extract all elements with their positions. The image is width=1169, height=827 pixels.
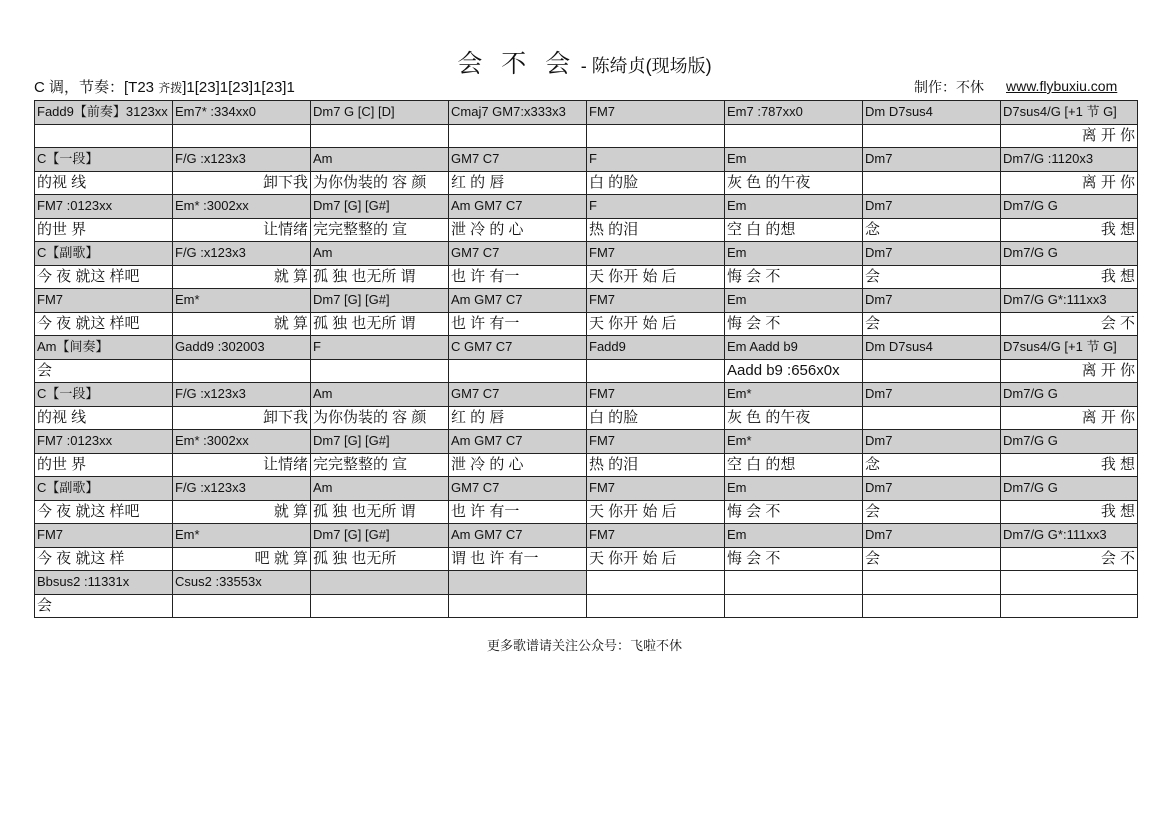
chord-cell: Dm7 — [863, 477, 1001, 501]
lyric-cell: 悔 会 不 — [725, 500, 863, 524]
lyric-cell — [587, 124, 725, 148]
lyric-cell — [449, 359, 587, 383]
artist-name: - 陈绮贞(现场版) — [580, 56, 712, 76]
lyric-cell: 白 的脸 — [587, 406, 725, 430]
chord-cell: Em7 :787xx0 — [725, 101, 863, 125]
lyric-cell — [587, 594, 725, 618]
lyric-row — [35, 171, 1138, 195]
chord-cell: FM7 — [587, 524, 725, 548]
lyric-cell: 完完整整的 宣 — [311, 218, 449, 242]
lyric-cell — [587, 359, 725, 383]
chord-cell: Dm7/G :1120x3 — [1001, 148, 1138, 172]
chord-cell: Dm7/G G — [1001, 195, 1138, 219]
lyric-cell: 的视 线 — [35, 171, 173, 195]
lyric-row — [35, 406, 1138, 430]
chord-cell: F/G :x123x3 — [173, 383, 311, 407]
lyric-cell: 我 想 — [1001, 453, 1138, 477]
lyric-cell: 空 白 的想 — [725, 453, 863, 477]
chord-row — [35, 148, 1138, 172]
chord-cell: Dm7 G [C] [D] — [311, 101, 449, 125]
chord-cell: Em — [725, 524, 863, 548]
lyric-cell — [863, 171, 1001, 195]
chord-cell: FM7 :0123xx — [35, 430, 173, 454]
chord-cell: Dm7 — [863, 430, 1001, 454]
chord-cell: Bbsus2 :11331x — [35, 571, 173, 595]
lyric-cell: 会 — [863, 547, 1001, 571]
lyric-cell: 的视 线 — [35, 406, 173, 430]
chord-cell: Dm7 [G] [G#] — [311, 524, 449, 548]
lyric-cell: 天 你开 始 后 — [587, 500, 725, 524]
lyric-cell: 天 你开 始 后 — [587, 547, 725, 571]
chord-cell: C【副歌】 — [35, 477, 173, 501]
lyric-row — [35, 453, 1138, 477]
chord-cell: Dm7/G G — [1001, 383, 1138, 407]
lyric-cell: 我 想 — [1001, 218, 1138, 242]
chord-cell: F — [311, 336, 449, 360]
lyric-cell: 会 — [35, 359, 173, 383]
chord-cell: Dm7 — [863, 195, 1001, 219]
footer-note: 更多歌谱请关注公众号：飞啦不休 — [486, 638, 682, 653]
chord-cell: FM7 — [587, 383, 725, 407]
lyric-cell: 也 许 有一 — [449, 312, 587, 336]
chord-row — [35, 571, 1138, 595]
chord-cell: Em — [725, 242, 863, 266]
chord-cell: FM7 — [587, 242, 725, 266]
chord-cell: Dm D7sus4 — [863, 101, 1001, 125]
lyric-row — [35, 547, 1138, 571]
key-text-b: 齐拨 — [158, 81, 183, 95]
chord-cell — [863, 571, 1001, 595]
lyric-row — [35, 218, 1138, 242]
lyric-cell: 会 不 — [1001, 547, 1138, 571]
chord-cell: FM7 — [587, 430, 725, 454]
chord-cell: C【一段】 — [35, 383, 173, 407]
chord-cell: Em* — [725, 383, 863, 407]
chord-row — [35, 336, 1138, 360]
chord-cell: Em — [725, 195, 863, 219]
lyric-cell — [863, 359, 1001, 383]
lyric-cell: 红 的 唇 — [449, 406, 587, 430]
chord-row — [35, 195, 1138, 219]
lyric-cell: 让情绪 — [173, 218, 311, 242]
chord-cell: D7sus4/G [+1 节 G] — [1001, 336, 1138, 360]
lyric-cell — [863, 594, 1001, 618]
chord-cell: Em* — [173, 524, 311, 548]
chord-cell — [311, 571, 449, 595]
song-name: 会 不 会 — [457, 50, 577, 78]
lyric-cell: 为你伪装的 容 颜 — [311, 406, 449, 430]
chord-cell: FM7 — [587, 289, 725, 313]
lyric-cell: 今 夜 就这 样 — [35, 547, 173, 571]
lyric-cell — [863, 124, 1001, 148]
chord-cell: Em* :3002xx — [173, 195, 311, 219]
chord-row — [35, 383, 1138, 407]
chord-cell: Gadd9 :302003 — [173, 336, 311, 360]
lyric-cell — [173, 359, 311, 383]
chord-cell: Dm7/G G — [1001, 242, 1138, 266]
chord-cell: F — [587, 195, 725, 219]
chord-cell: GM7 C7 — [449, 148, 587, 172]
chord-cell: Am — [311, 148, 449, 172]
lyric-cell: 离 开 你 — [1001, 124, 1138, 148]
chord-cell: Am — [311, 383, 449, 407]
lyric-cell: 让情绪 — [173, 453, 311, 477]
lyric-cell: 悔 会 不 — [725, 265, 863, 289]
chord-cell: F/G :x123x3 — [173, 148, 311, 172]
key-text-a: C 调，节奏：[T23 — [34, 79, 159, 96]
chord-cell — [587, 571, 725, 595]
chord-cell: Dm7 — [863, 383, 1001, 407]
chord-cell: C GM7 C7 — [449, 336, 587, 360]
chord-cell: Dm7 [G] [G#] — [311, 195, 449, 219]
lyric-cell — [173, 594, 311, 618]
lyric-cell: 会 — [863, 312, 1001, 336]
chord-cell: Dm7 [G] [G#] — [311, 289, 449, 313]
lyric-cell: 灰 色 的午夜 — [725, 406, 863, 430]
lyric-cell: 热 的泪 — [587, 453, 725, 477]
chord-cell: GM7 C7 — [449, 242, 587, 266]
chord-cell: Em — [725, 148, 863, 172]
lyric-cell: 念 — [863, 453, 1001, 477]
lyric-cell: 泄 冷 的 心 — [449, 218, 587, 242]
lyric-row — [35, 265, 1138, 289]
lyric-cell — [449, 124, 587, 148]
chord-cell: Am — [311, 477, 449, 501]
chord-cell: Dm7 — [863, 242, 1001, 266]
chord-cell: FM7 — [587, 101, 725, 125]
chord-cell: GM7 C7 — [449, 477, 587, 501]
lyric-cell — [863, 406, 1001, 430]
lyric-cell — [449, 594, 587, 618]
lyric-cell: 卸下我 — [173, 406, 311, 430]
chord-cell: C【副歌】 — [35, 242, 173, 266]
chord-cell: Am GM7 C7 — [449, 524, 587, 548]
lyric-cell: 会 — [863, 500, 1001, 524]
chord-cell: Dm7/G G — [1001, 430, 1138, 454]
lyric-cell: 悔 会 不 — [725, 547, 863, 571]
chord-cell: Csus2 :33553x — [173, 571, 311, 595]
lyric-cell: 也 许 有一 — [449, 265, 587, 289]
lyric-cell: 我 想 — [1001, 500, 1138, 524]
lyric-cell: 孤 独 也无所 谓 — [311, 312, 449, 336]
chord-cell: Am【间奏】 — [35, 336, 173, 360]
lyric-cell: 孤 独 也无所 谓 — [311, 265, 449, 289]
chord-cell: Dm7 — [863, 148, 1001, 172]
key-and-rhythm — [34, 76, 295, 97]
lyric-row — [35, 594, 1138, 618]
lyric-cell: 会 不 — [1001, 312, 1138, 336]
lyric-cell — [173, 124, 311, 148]
lyric-cell: 悔 会 不 — [725, 312, 863, 336]
chord-cell — [725, 571, 863, 595]
lyric-cell: 我 想 — [1001, 265, 1138, 289]
chord-row — [35, 477, 1138, 501]
chord-cell: FM7 — [587, 477, 725, 501]
lyric-row — [35, 500, 1138, 524]
lyric-cell: 灰 色 的午夜 — [725, 171, 863, 195]
lyric-cell — [725, 124, 863, 148]
lyric-cell: 今 夜 就这 样吧 — [35, 500, 173, 524]
lyric-cell — [1001, 594, 1138, 618]
chord-cell: Dm7/G G*:111xx3 — [1001, 289, 1138, 313]
lyric-cell — [311, 124, 449, 148]
chord-cell: Dm7 [G] [G#] — [311, 430, 449, 454]
lyric-cell: 就 算 — [173, 265, 311, 289]
chord-row — [35, 430, 1138, 454]
chord-cell: F/G :x123x3 — [173, 477, 311, 501]
lyric-cell: 孤 独 也无所 谓 — [311, 500, 449, 524]
lyric-cell: 空 白 的想 — [725, 218, 863, 242]
chord-cell: Em* — [173, 289, 311, 313]
chord-cell: D7sus4/G [+1 节 G] — [1001, 101, 1138, 125]
chord-row — [35, 242, 1138, 266]
chord-cell: Am GM7 C7 — [449, 430, 587, 454]
chord-cell: Em — [725, 289, 863, 313]
chord-cell: Fadd9 — [587, 336, 725, 360]
lyric-row — [35, 359, 1138, 383]
chord-cell: Am GM7 C7 — [449, 289, 587, 313]
lyric-row — [35, 124, 1138, 148]
lyric-cell: 就 算 — [173, 500, 311, 524]
maker-credit: 制作：不休 — [914, 79, 984, 95]
chord-cell: Dm D7sus4 — [863, 336, 1001, 360]
chord-cell — [449, 571, 587, 595]
chord-cell: Am GM7 C7 — [449, 195, 587, 219]
chord-cell: Dm7 — [863, 524, 1001, 548]
lyric-cell — [311, 359, 449, 383]
lyric-cell: 离 开 你 — [1001, 406, 1138, 430]
chord-cell: Am — [311, 242, 449, 266]
chord-cell — [1001, 571, 1138, 595]
lyric-cell: 吧 就 算 — [173, 547, 311, 571]
lyric-cell: 谓 也 许 有一 — [449, 547, 587, 571]
chord-cell: F — [587, 148, 725, 172]
chord-cell: FM7 — [35, 524, 173, 548]
lyric-cell: 会 — [35, 594, 173, 618]
lyric-cell: 会 — [863, 265, 1001, 289]
chord-row — [35, 289, 1138, 313]
lyric-cell: 今 夜 就这 样吧 — [35, 265, 173, 289]
lyric-cell — [35, 124, 173, 148]
chord-cell: FM7 :0123xx — [35, 195, 173, 219]
lyric-cell: 天 你开 始 后 — [587, 265, 725, 289]
chord-cell: Fadd9【前奏】3123xx — [35, 101, 173, 125]
chord-cell: Dm7/G G — [1001, 477, 1138, 501]
chord-cell: Em7* :334xx0 — [173, 101, 311, 125]
chord-cell: Dm7 — [863, 289, 1001, 313]
lyric-cell: 的世 界 — [35, 218, 173, 242]
song-title — [0, 44, 1169, 80]
lyric-cell: 红 的 唇 — [449, 171, 587, 195]
chord-row — [35, 101, 1138, 125]
chord-cell: Em — [725, 477, 863, 501]
chord-cell: GM7 C7 — [449, 383, 587, 407]
lyric-cell: 也 许 有一 — [449, 500, 587, 524]
lyric-cell: 天 你开 始 后 — [587, 312, 725, 336]
chord-cell: Em* — [725, 430, 863, 454]
lyric-cell: 念 — [863, 218, 1001, 242]
lyric-cell: 完完整整的 宣 — [311, 453, 449, 477]
lyric-cell: Aadd b9 :656x0x — [725, 359, 863, 383]
chord-cell: FM7 — [35, 289, 173, 313]
lyric-cell: 卸下我 — [173, 171, 311, 195]
lyric-cell: 就 算 — [173, 312, 311, 336]
chord-cell: Em* :3002xx — [173, 430, 311, 454]
lyric-cell: 白 的脸 — [587, 171, 725, 195]
key-text-c: ]1[23]1[23]1[23]1 — [182, 79, 295, 96]
chord-cell: F/G :x123x3 — [173, 242, 311, 266]
lyric-cell: 为你伪装的 容 颜 — [311, 171, 449, 195]
chord-sheet-table — [34, 100, 1138, 618]
lyric-cell: 今 夜 就这 样吧 — [35, 312, 173, 336]
chord-row — [35, 524, 1138, 548]
lyric-cell: 的世 界 — [35, 453, 173, 477]
chord-cell: Dm7/G G*:111xx3 — [1001, 524, 1138, 548]
chord-cell: C【一段】 — [35, 148, 173, 172]
website-link[interactable]: www.flybuxiu.com — [1006, 78, 1118, 94]
chord-cell: Cmaj7 GM7:x333x3 — [449, 101, 587, 125]
lyric-cell: 离 开 你 — [1001, 171, 1138, 195]
lyric-row — [35, 312, 1138, 336]
lyric-cell — [311, 594, 449, 618]
lyric-cell: 泄 冷 的 心 — [449, 453, 587, 477]
lyric-cell: 孤 独 也无所 — [311, 547, 449, 571]
chord-cell: Em Aadd b9 — [725, 336, 863, 360]
lyric-cell: 热 的泪 — [587, 218, 725, 242]
lyric-cell — [725, 594, 863, 618]
lyric-cell: 离 开 你 — [1001, 359, 1138, 383]
